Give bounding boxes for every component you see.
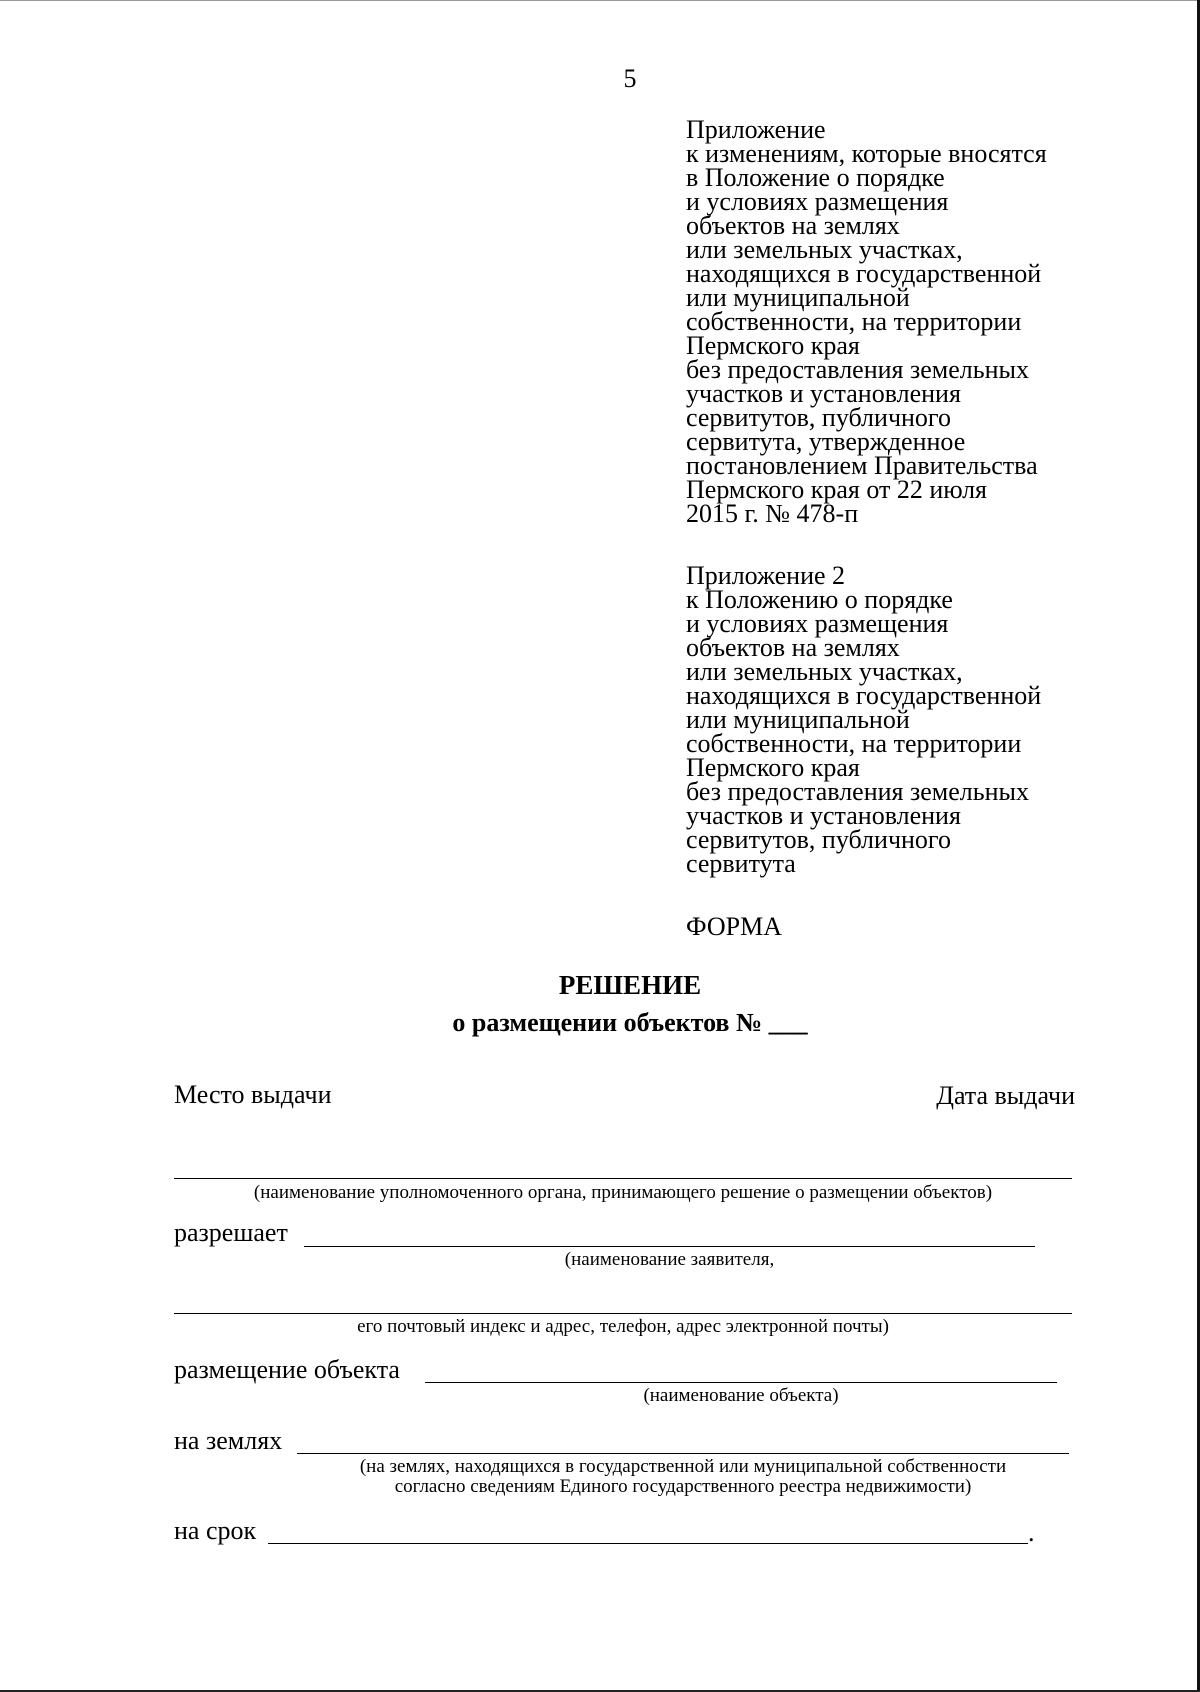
lands-label: на землях bbox=[174, 1426, 283, 1455]
decision-subtitle: о размещении объектов № ___ bbox=[452, 1008, 808, 1037]
object-caption: (наименование объекта) bbox=[643, 1385, 839, 1406]
appendix-1-line: собственности, на территории bbox=[686, 307, 1022, 336]
appendix-1-line: Приложение bbox=[686, 115, 826, 144]
appendix-1-block bbox=[686, 115, 1126, 528]
appendix-2-line: или муниципальной bbox=[686, 705, 910, 734]
appendix-1-line: находящихся в государственной bbox=[686, 259, 1042, 288]
appendix-1-line: без предоставления земельных bbox=[686, 355, 1030, 384]
applicant-fill-line[interactable] bbox=[304, 1246, 1035, 1247]
form-label: ФОРМА bbox=[686, 912, 782, 941]
appendix-2-line: Пермского края bbox=[686, 753, 860, 782]
appendix-2-line: сервитутов, публичного bbox=[686, 825, 951, 854]
appendix-2-line: участков и установления bbox=[686, 801, 961, 830]
applicant-caption: (наименование заявителя, bbox=[564, 1249, 775, 1270]
term-end-period: . bbox=[1028, 1518, 1035, 1547]
appendix-2-line: собственности, на территории bbox=[686, 729, 1022, 758]
object-label: размещение объекта bbox=[174, 1355, 400, 1384]
appendix-2-line: к Положению о порядке bbox=[686, 585, 953, 614]
page-number: 5 bbox=[623, 64, 637, 93]
appendix-1-line: постановлением Правительства bbox=[686, 451, 1038, 480]
appendix-1-line: сервитута, утвержденное bbox=[686, 427, 966, 456]
appendix-2-block bbox=[686, 561, 1126, 878]
applicant-contact-caption: его почтовый индекс и адрес, телефон, адрес электронной почты) bbox=[357, 1316, 889, 1337]
scan-edge-top bbox=[0, 0, 1200, 1]
issue-place-label: Место выдачи bbox=[174, 1080, 332, 1109]
appendix-1-line: Пермского края bbox=[686, 331, 860, 360]
appendix-2-line: объектов на землях bbox=[686, 633, 900, 662]
appendix-2-line: Приложение 2 bbox=[686, 561, 846, 590]
appendix-2-line: и условиях размещения bbox=[686, 609, 949, 638]
lands-caption-line-2: согласно сведениям Единого государственного реестра недвижимости) bbox=[394, 1476, 972, 1497]
appendix-1-line: участков и установления bbox=[686, 379, 961, 408]
lands-fill-line[interactable] bbox=[297, 1453, 1069, 1454]
decision-title: РЕШЕНИЕ bbox=[558, 970, 702, 1000]
term-fill-line[interactable] bbox=[268, 1543, 1028, 1544]
appendix-1-line: к изменениям, которые вносятся bbox=[686, 139, 1047, 168]
issue-date-label: Дата выдачи bbox=[936, 1081, 1075, 1110]
appendix-1-line: в Положение о порядке bbox=[686, 163, 945, 192]
appendix-1-line: и условиях размещения bbox=[686, 187, 949, 216]
appendix-1-line: объектов на землях bbox=[686, 211, 900, 240]
object-fill-line[interactable] bbox=[425, 1382, 1057, 1383]
authority-fill-line[interactable] bbox=[174, 1178, 1072, 1179]
appendix-1-line: 2015 г. № 478-п bbox=[686, 499, 859, 528]
appendix-2-line: сервитута bbox=[686, 849, 796, 878]
appendix-1-line: или земельных участках, bbox=[686, 235, 963, 264]
appendix-2-line: без предоставления земельных bbox=[686, 777, 1030, 806]
authority-caption: (наименование уполномоченного органа, принимающего решение о размещении объектов) bbox=[253, 1182, 993, 1203]
appendix-1-line: или муниципальной bbox=[686, 283, 910, 312]
appendix-2-line: или земельных участках, bbox=[686, 657, 963, 686]
lands-caption-line-1: (на землях, находящихся в государственной или муниципальной собственности bbox=[359, 1456, 1007, 1477]
applicant-contact-fill-line[interactable] bbox=[174, 1313, 1072, 1314]
term-label: на срок bbox=[174, 1516, 257, 1545]
appendix-1-line: сервитутов, публичного bbox=[686, 403, 951, 432]
permits-label: разрешает bbox=[174, 1218, 288, 1247]
appendix-2-line: находящихся в государственной bbox=[686, 681, 1042, 710]
appendix-1-line: Пермского края от 22 июля bbox=[686, 475, 988, 504]
